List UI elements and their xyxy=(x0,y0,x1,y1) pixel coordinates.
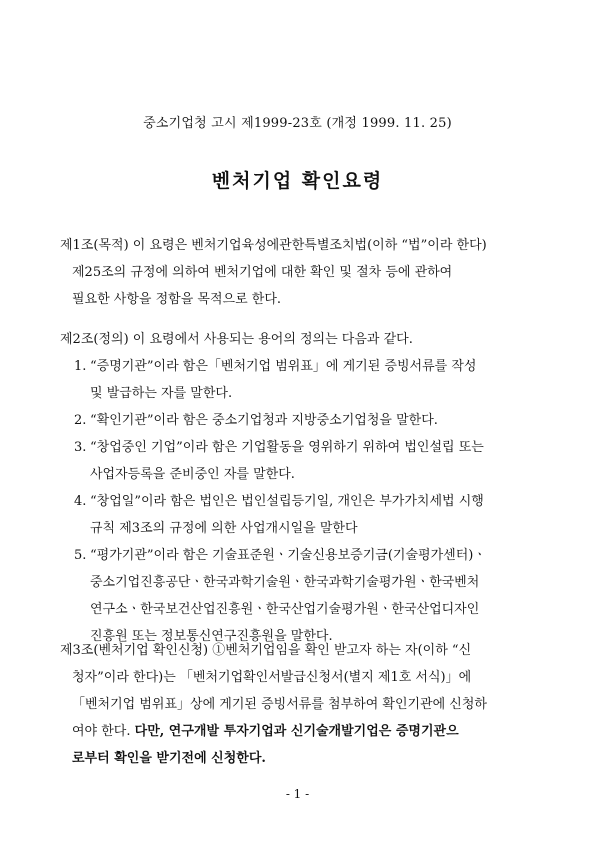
item-line: 규칙 제3조의 규정에 의한 사업개시일을 말한다 xyxy=(90,521,358,536)
item-line: 중소기업진흥공단ㆍ한국과학기술원ㆍ한국과학기술평가원ㆍ한국벤처 xyxy=(90,575,480,590)
item-line: “창업중인 기업”이라 함은 기업활동을 영위하기 위하여 법인설립 또는 xyxy=(90,440,484,455)
article-3-text: 여야 한다. xyxy=(72,724,135,739)
item-line: 진흥원 또는 정보통신연구진흥원을 말한다. xyxy=(90,629,333,644)
definition-item xyxy=(60,434,550,488)
item-line: “창업일”이라 함은 법인은 법인설립등기일, 개인은 부가가치세법 시행 xyxy=(90,494,484,509)
item-line: “확인기관”이라 함은 중소기업청과 지방중소기업청을 말한다. xyxy=(90,413,438,428)
item-number: 4. xyxy=(74,494,87,509)
notice-number: 중소기업청 고시 제1999-23호 (개정 1999. 11. 25) xyxy=(143,116,452,131)
item-number: 5. xyxy=(74,548,87,563)
article-1-line: 제25조의 규정에 의하여 벤처기업에 대한 확인 및 절차 등에 관하여 xyxy=(72,265,453,280)
page-title: 벤처기업 확인요령 xyxy=(211,170,384,192)
article-3-line: 청자”이라 한다)는 「벤처기업확인서발급신청서(별지 제1호 서식)」에 xyxy=(72,670,472,685)
item-line: 사업자등록을 준비중인 자를 말한다. xyxy=(90,467,295,482)
article-3-line: 제3조(벤처기업 확인신청) ①벤처기업임을 확인 받고자 하는 자(이하 “신 xyxy=(60,643,472,658)
definition-item xyxy=(60,407,550,434)
definition-item xyxy=(60,353,550,407)
item-line: “평가기관”이라 함은 기술표준원ㆍ기술신용보증기금(기술평가센터)ㆍ xyxy=(90,548,486,563)
definition-item xyxy=(60,542,550,650)
definition-item xyxy=(60,488,550,542)
article-3-bold-line: 로부터 확인을 받기전에 신청한다. xyxy=(72,751,266,766)
page-number: - 1 - xyxy=(285,787,310,801)
article-2-head: 제2조(정의) 이 요령에서 사용되는 용어의 정의는 다음과 같다. xyxy=(60,332,413,347)
item-line: 연구소ㆍ한국보건산업진흥원ㆍ한국산업기술평가원ㆍ한국산업디자인 xyxy=(90,602,480,617)
item-line: “증명기관”이라 함은「벤처기업 범위표」에 게기된 증빙서류를 작성 xyxy=(90,359,477,374)
article-3 xyxy=(60,637,550,772)
article-1-line: 필요한 사항을 정함을 목적으로 한다. xyxy=(72,292,282,307)
definition-list xyxy=(60,353,550,650)
article-3-bold-text: 다만, 연구개발 투자기업과 신기술개발기업은 증명기관으 xyxy=(134,724,459,739)
item-line: 및 발급하는 자를 말한다. xyxy=(90,386,233,401)
article-3-line: 「벤처기업 범위표」상에 게기된 증빙서류를 첨부하여 확인기관에 신청하 xyxy=(72,697,487,712)
item-number: 2. xyxy=(74,413,87,428)
article-3-line xyxy=(60,718,550,745)
item-number: 3. xyxy=(74,440,87,455)
article-2 xyxy=(60,326,550,650)
article-1 xyxy=(60,232,550,313)
item-number: 1. xyxy=(74,359,87,374)
article-1-line: 제1조(목적) 이 요령은 벤처기업육성에관한특별조치법(이하 “법”이라 한다) xyxy=(60,238,487,253)
